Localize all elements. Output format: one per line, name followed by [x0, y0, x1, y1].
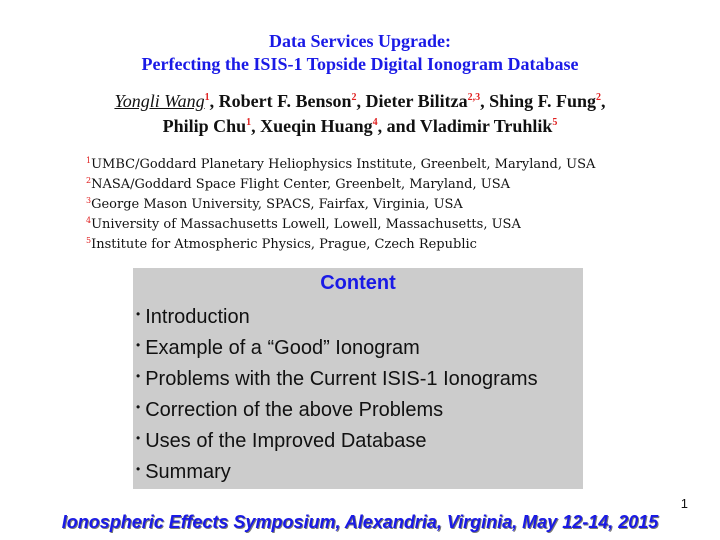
bullet-icon: •	[136, 338, 141, 352]
affiliation-4	[86, 217, 521, 232]
authors-line-2: Philip Chu$^1$, Xueqin Huang$^4$, and Vladimir Truhlik$^5$	[162, 116, 558, 136]
content-item-good-ionogram	[136, 337, 420, 360]
lead-author-sup: 1	[204, 92, 210, 103]
bullet-icon: •	[136, 400, 141, 414]
affiliation-3-num: 3	[86, 196, 92, 205]
author-fung: Shing F. Fung	[489, 91, 597, 111]
content-item-label: Uses of the Improved Database	[145, 430, 427, 452]
content-heading: Content	[320, 272, 396, 294]
author-chu: Philip Chu	[162, 116, 247, 136]
affiliation-4-text: University of Massachusetts Lowell, Lowell, Massachusetts, USA	[91, 217, 521, 232]
content-item-label: Summary	[145, 461, 231, 483]
affiliation-3	[86, 197, 463, 212]
affiliation-2-text: NASA/Goddard Space Flight Center, Greenbelt, Maryland, USA	[91, 177, 511, 192]
bullet-icon: •	[136, 369, 141, 383]
author-bilitza: Dieter Bilitza	[365, 91, 468, 111]
author-chu-sup: 1	[246, 117, 252, 128]
affiliation-2	[86, 177, 510, 192]
authors-line-1: Yongli Wang$^1$, Robert F. Benson$^2$, Dieter Bilitza$^{2,3}$, Shing F. Fung$^2$,	[114, 91, 606, 111]
affiliation-4-num: 4	[86, 216, 92, 225]
bullet-icon: •	[136, 462, 141, 476]
affiliation-5-num: 5	[86, 236, 92, 245]
content-item-introduction	[136, 306, 250, 329]
author-benson-sup: 2	[351, 92, 357, 103]
content-item-label: Problems with the Current ISIS-1 Ionograms	[145, 368, 538, 390]
page-number: 1	[680, 496, 688, 511]
title-line-1: Data Services Upgrade:	[269, 31, 451, 51]
bullet-icon: •	[136, 307, 141, 321]
content-item-label: Example of a “Good” Ionogram	[145, 337, 420, 359]
author-benson: Robert F. Benson	[218, 91, 352, 111]
content-item-correction	[136, 399, 443, 422]
content-item-label: Introduction	[145, 306, 250, 328]
footer-conference: Ionospheric Effects Symposium, Alexandria, Virginia, May 12-14, 2015	[61, 512, 659, 532]
author-huang-sup: 4	[372, 117, 378, 128]
author-bilitza-sup: 2,3	[467, 92, 481, 103]
content-item-uses	[136, 430, 426, 453]
author-huang: Xueqin Huang	[260, 116, 373, 136]
author-fung-sup: 2	[596, 92, 602, 103]
author-truhlik-sup: 5	[552, 117, 558, 128]
content-item-label: Correction of the above Problems	[145, 399, 444, 421]
affiliation-5-text: Institute for Atmospheric Physics, Prague, Czech Republic	[91, 237, 477, 252]
content-item-problems	[136, 368, 538, 391]
author-truhlik: and Vladimir Truhlik	[386, 116, 553, 136]
affiliation-5	[86, 237, 477, 252]
affiliation-1-num: 1	[86, 156, 92, 165]
affiliation-1	[86, 157, 595, 172]
title-line-2: Perfecting the ISIS-1 Topside Digital Ionogram Database	[141, 54, 579, 74]
affiliation-2-num: 2	[86, 176, 92, 185]
content-item-summary	[136, 461, 231, 484]
bullet-icon: •	[136, 431, 141, 445]
lead-author: Yongli Wang	[114, 91, 205, 111]
affiliation-1-text: UMBC/Goddard Planetary Heliophysics Institute, Greenbelt, Maryland, USA	[91, 157, 596, 172]
affiliation-3-text: George Mason University, SPACS, Fairfax, Virginia, USA	[91, 197, 463, 212]
